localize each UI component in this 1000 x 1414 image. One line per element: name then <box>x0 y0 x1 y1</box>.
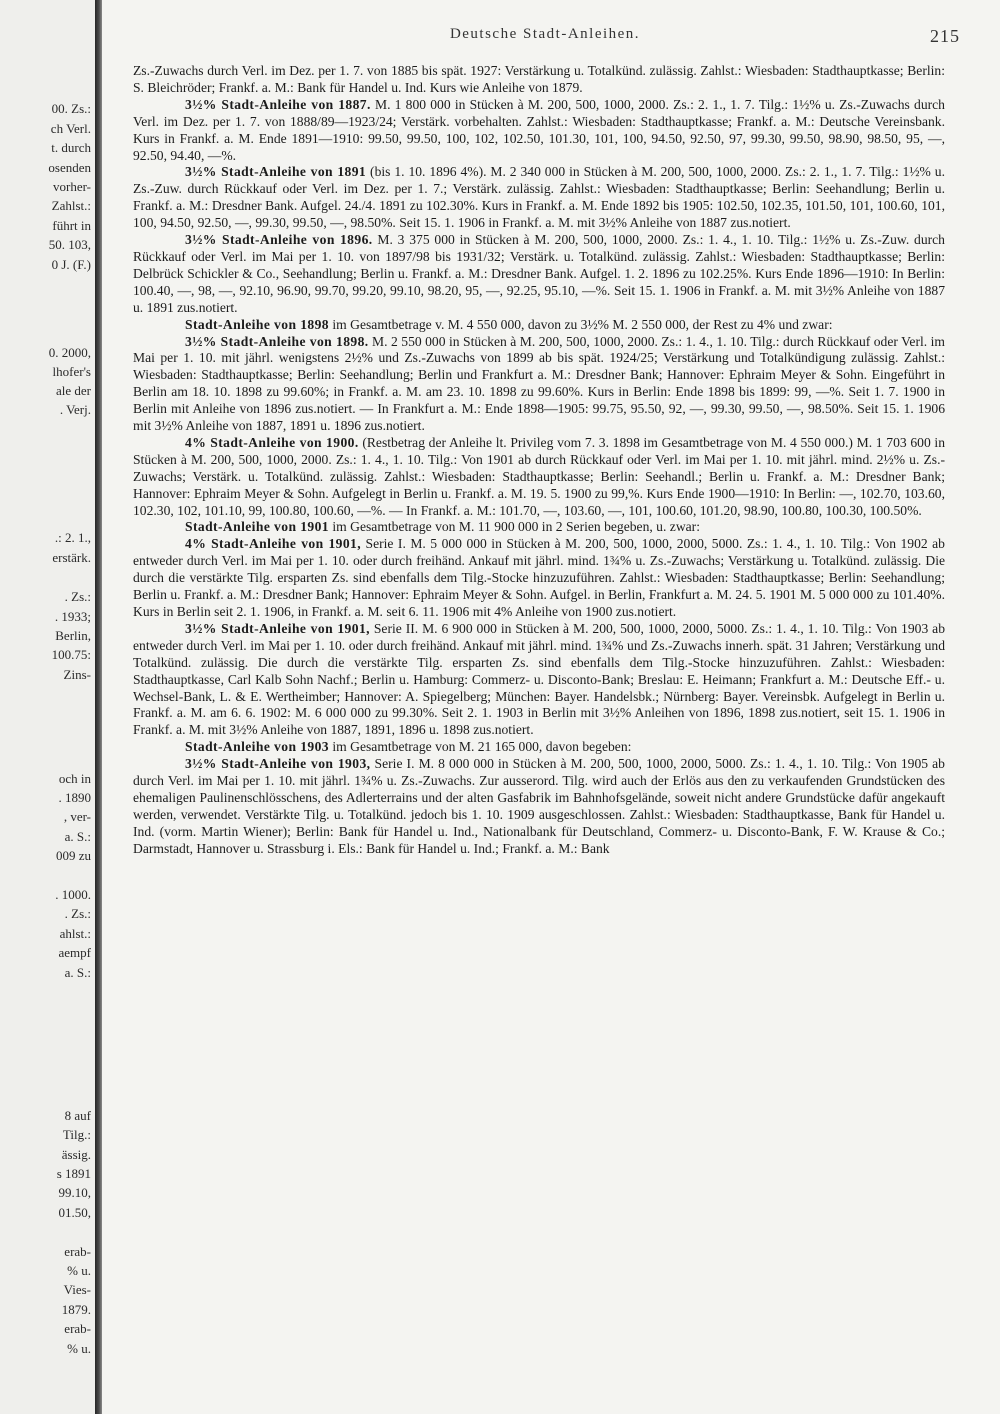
entry-text: im Gesamtbetrage von M. 21 165 000, davon begeben: <box>329 739 632 755</box>
entry-text: Serie I. M. 5 000 000 in Stücken à M. 200, 500, 1000, 2000, 5000. Zs.: 1. 4., 1. 10. Tilg.: Von 1902 ab entweder durch Verl. im Mai per 1. 10. oder durch freihänd. Ankauf mit jährl. mind. 1¾% u. Zs.-Zuwachs; Verstärkung u. Totalkünd. zulässig. Die durch die verstärkte Tilg. ersparten Zs. sind ebenfalls dem Tilg.-Stocke hinzuzuführen. Zahlst.: Wiesbaden: Stadthauptkasse; Berlin: Seehandlung; Berlin u. Frankf. a. M.: Dresdner Bank; Hannover: Ephraim Meyer & Sohn. Aufgel. in Berlin, Frankfurt a. M. 24. 5. 1901 M. 5 000 000 zu 101.40%. Kurs in Berlin seit 2. 1. 1906, in Frankf. a. M. seit 6. 11. 1906 mit 4% Anleihe von 1900 zus.notiert. <box>133 536 945 619</box>
entry-heading: 3½% Stadt-Anleihe von 1887. <box>185 96 371 112</box>
previous-page-line: führt in <box>52 218 91 233</box>
previous-page-line: . 1000. <box>55 887 91 902</box>
entry-paragraph <box>133 435 945 520</box>
previous-page-line: a. S.: <box>64 965 91 980</box>
entry-heading: Stadt-Anleihe von 1898 <box>185 316 329 332</box>
previous-page-line: % u. <box>67 1341 91 1356</box>
previous-page-line: 00. Zs.: <box>51 101 91 116</box>
entry-paragraph <box>133 164 945 232</box>
entry-heading: 3½% Stadt-Anleihe von 1898. <box>185 333 369 349</box>
previous-page-line: % u. <box>67 1263 91 1278</box>
previous-page-line: . Verj. <box>59 402 91 417</box>
entry-text: M. 3 375 000 in Stücken à M. 200, 500, 1000, 2000. Zs.: 1. 4., 1. 10. Tilg.: 1½% u. Zs.-Zuw. durch Rückkauf oder Verl. im Mai per 1. 10. von 1897/98 bis 1931/32; Verstärk. u. Totalkünd. zulässig. Zahlst.: Wiesbaden: Stadthauptkasse; Berlin: Delbrück Schickler & Co., Seehandlung; Berlin u. Frankf. a. M.: Dresdner Bank. Aufgel. 1. 2. 1896 zu 102.25%. Kurs Ende 1896—1910: In Berlin: 100.40, —, 98, —, 92.10, 96.90, 99.70, 99.20, 99.10, 98.20, 95, —, 92.25, 95.10, —%. Seit 15. 1. 1906 in Frankf. a. M. mit 3½% Anleihe von 1887 u. 1891 zus.notiert. <box>133 232 945 315</box>
previous-page-line: . 1890 <box>58 790 91 805</box>
entry-text: Serie I. M. 8 000 000 in Stücken à M. 200, 500, 1000, 2000, 5000. Zs.: 1. 4., 1. 10. Tilg.: Von 1905 ab durch Verl. im Mai per 1. 10. mit jährl. 1¾% u. Zs.-Zuwachs. Zur ausserord. Tilg. wird auch der Erlös aus den zu verkaufenden Grundstücken des ehemaligen Paulinenschlösschens, des Adlerterrains und der alten Gasfabrik im Bahnhofsgelände, soweit nicht andere Grundstücke dafür angekauft werden, verwendet. Verstärkte Tilg. u. Totalkünd. jedoch bis 1. 10. 1909 ausgeschlossen. Zahlst.: Wiesbaden: Stadthauptkasse, Bank für Handel u. Ind. (vorm. Martin Wiener); Berlin: Bank für Handel u. Ind., Nationalbank für Deutschland, Commerz- u. Disconto-Bank, F. W. Krause & Co.; Darmstadt, Hannover u. Strassburg i. Els.: Bank für Handel u. Ind.; Frankf. a. M.: Bank <box>133 756 945 856</box>
book-gutter <box>95 0 102 1414</box>
entry-paragraph <box>133 621 945 739</box>
previous-page-line: . Zs.: <box>64 906 91 921</box>
previous-page-line: 1879. <box>61 1302 91 1317</box>
entry-paragraph <box>133 756 945 857</box>
entry-paragraph <box>133 232 945 317</box>
entry-paragraph <box>133 317 945 334</box>
previous-page-line: 0. 2000, <box>48 345 91 360</box>
entry-paragraph <box>133 536 945 621</box>
previous-page-line: 50. 103, <box>48 237 91 252</box>
entry-heading: 4% Stadt-Anleihe von 1901, <box>185 536 362 552</box>
page-number: 215 <box>930 26 960 46</box>
previous-page-line: 01.50, <box>58 1205 91 1220</box>
previous-page-line: , ver- <box>63 809 91 824</box>
previous-page-line: vorher- <box>53 179 91 194</box>
entry-text: M. 2 550 000 in Stücken à M. 200, 500, 1000, 2000. Zs.: 1. 4., 1. 10. Tilg.: durch Rückkauf oder Verl. im Mai per 1. 10. mit jährl. wenigstens 2½% und Zs.-Zuwachs von 1899 ab bis spät. 1924/25; Verstärkung und Totalkündigung zulässig. Zahlst.: Wiesbaden: Stadthauptkasse; Berlin: Seehandlung; Berlin und Frankfurt a. M.: Dresdner Bank; Hannover: Ephraim Meyer & Sohn. Eingeführt in Berlin am 18. 10. 1898 zu 99.60%; in Frankf. a. M. am 23. 10. 1898 zu 99.60%. Kurs in Berlin: Ende 1898 bis 1899: 99, —%. Seit 1. 7. 1900 in Berlin mit Anleihe von 1896 zus.notiert. — In Frankfurt a. M.: Ende 1898—1905: 99.75, 95.50, 92, —, 99.30, 99.50, —, 98.50%. Seit 15. 1. 1906 mit 3½% Anleihe von 1887, 1891 u. 1896 zus.notiert. <box>133 333 945 434</box>
previous-page-line: erab- <box>64 1244 91 1259</box>
previous-page-line: 0 J. (F.) <box>51 257 91 272</box>
previous-page-line: ahlst.: <box>59 926 91 941</box>
text-column <box>133 63 945 1403</box>
previous-page-line: Berlin, <box>55 628 91 643</box>
entry-heading: Stadt-Anleihe von 1903 <box>185 739 329 755</box>
previous-page-line: ch Verl. <box>50 121 91 136</box>
previous-page-line: erab- <box>64 1321 91 1336</box>
previous-page-line: . 1933; <box>54 609 91 624</box>
previous-page-line: aempf <box>58 945 91 960</box>
entry-text: im Gesamtbetrage von M. 11 900 000 in 2 Serien begeben, u. zwar: <box>329 519 700 535</box>
entry-paragraph <box>133 63 945 97</box>
previous-page-line: Zins- <box>63 667 91 682</box>
entry-heading: 3½% Stadt-Anleihe von 1891 <box>185 164 367 180</box>
previous-page-line: erstärk. <box>52 550 91 565</box>
entry-paragraph <box>133 334 945 435</box>
page-header <box>130 26 960 50</box>
entry-text: im Gesamtbetrage v. M. 4 550 000, davon zu 3½% M. 2 550 000, der Rest zu 4% und zwar: <box>329 316 833 332</box>
entry-heading: 3½% Stadt-Anleihe von 1903, <box>185 756 371 772</box>
entry-text: M. 1 800 000 in Stücken à M. 200, 500, 1000, 2000. Zs.: 2. 1., 1. 7. Tilg.: 1½% u. Zs.-Zuwachs durch Verl. im Dez. per 1. 7. von 1888/89—1923/24; Verstärk. vorbehalten. Zahlst.: Wiesbaden: Stadthauptkasse; Frankf. a. M.: Deutsche Vereinsbank. Kurs in Frankf. a. M. Ende 1891—1910: 99.50, 99.50, 100, 102, 102.50, 101.30, 101, 100, 94.50, 92.50, 97, 99.30, 99.50, 98.90, 98.50, 95, —, 92.50, 94.40, —%. <box>133 96 945 163</box>
previous-page-line: lhofer's <box>52 364 91 379</box>
previous-page-edge <box>0 0 95 1414</box>
previous-page-line: osenden <box>48 160 91 175</box>
entry-heading: 3½% Stadt-Anleihe von 1901, <box>185 620 370 636</box>
entry-heading: Stadt-Anleihe von 1901 <box>185 519 329 535</box>
entry-paragraph <box>133 519 945 536</box>
running-title: Deutsche Stadt-Anleihen. <box>449 26 641 42</box>
previous-page-line: och in <box>58 771 91 786</box>
entry-text: (Restbetrag der Anleihe lt. Privileg vom 7. 3. 1898 im Gesamtbetrage von M. 4 550 000.) M. 1 703 600 in Stücken à M. 200, 500, 1000, 2000. Zs.: 1. 4., 1. 10. Tilg.: Von 1901 ab durch Rückkauf oder Verl. im Mai per 1. 10. mit jährl. mind. 2½% u. Zs.-Zuwachs; Verstärk. u. Totalkünd. zulässig. Zahlst.: Wiesbaden: Stadthauptkasse; Berlin: Seehandl.; Berlin u. Frankf. a. M.: Dresdner Bank; Hannover: Ephraim Meyer & Sohn. Aufgelegt in Berlin u. Frankf. a. M. 19. 5. 1900 zu 99,%. Kurs Ende 1900—1910: In Berlin: —, 102.70, 103.60, 102.30, 102, 101.10, 99, 100.80, 100.60, —%. — In Frankf. a. M.: 101.70, —, 103.60, —, 101, 100.60, 101.20, 98.90, 100.80, 100.30, 100.50%. <box>133 434 945 518</box>
entry-paragraph <box>133 97 945 165</box>
previous-page-line: 8 auf <box>64 1108 91 1123</box>
entry-text: Serie II. M. 6 900 000 in Stücken à M. 200, 500, 1000, 2000, 5000. Zs.: 1. 4., 1. 10. Tilg.: Von 1903 ab entweder durch Verl. im Mai per 1. 10. oder durch freihänd. Ankauf mit jährl. mind. 1¾% und Zs.-Zuwachs innerh. spät. 31 Jahren; Verstärkung und Totalkünd. zulässig. Die durch die verstärkte Tilg. ersparten Zs. sind ebenfalls dem Tilg.-Stocke hinzuzuführen. Zahlst.: Wiesbaden: Stadthauptkasse, Carl Kalb Sohn Nachf.; Berlin u. Hamburg: Commerz- u. Disconto-Bank; Breslau: E. Heimann; Frankfurt a. M.: Deutsche Eff.- u. Wechsel-Bank, L. & E. Wertheimber; Hannover: A. Spiegelberg; München: Bayer. Handelsbk.; Nürnberg: Bayer. Vereinsbk. Aufgelegt in Berlin u. Frankf. a. M. am 6. 6. 1902: M. 6 000 000 zu 99.30%. Seit 2. 1. 1903 in Berlin mit 3½% Anleihen von 1896, 1898 zus.notiert, seit 15. 1. 1906 in Frankf. a. M. mit 3½% Anleihe von 1887, 1891, 1896 u. 1898 zus.notiert. <box>133 620 945 738</box>
previous-page-line: 100.75: <box>51 647 91 662</box>
previous-page-line: s 1891 <box>56 1166 91 1181</box>
previous-page-line: 009 zu <box>55 848 91 863</box>
entry-heading: 4% Stadt-Anleihe von 1900. <box>185 434 359 450</box>
entry-text: (bis 1. 10. 1896 4%). M. 2 340 000 in Stücken à M. 200, 500, 1000, 2000. Zs.: 2. 1., 1. 7. Tilg.: 1½% u. Zs.-Zuw. durch Rückkauf oder Verl. im Dez. per 1. 7.; Verstärk. zulässig. Zahlst.: Wiesbaden: Stadthauptkasse; Berlin: Seehandlung; Berlin u. Frankf. a. M.: Dresdner Bank. Aufgel. 24./4. 1891 zu 102.30%. Kurs in Frankf. a. M. Ende 1892 bis 1905: 102.50, 102.35, 101.50, 101, 100.60, 101, 100, 94.50, 92.50, —, 99.30, 99.50, —, 98.50%. Seit 15. 1. 1906 in Frankf. a. M. mit 3½% Anleihe von 1887 zus.notiert. <box>133 164 945 231</box>
previous-page-line: ässig. <box>61 1147 91 1162</box>
entry-paragraph <box>133 739 945 756</box>
previous-page-line: t. durch <box>51 140 91 155</box>
entry-text: Zs.-Zuwachs durch Verl. im Dez. per 1. 7. von 1885 bis spät. 1927: Verstärkung u. Totalkünd. zulässig. Zahlst.: Wiesbaden: Stadthauptkasse; Berlin: S. Bleichröder; Frankf. a. M.: Bank für Handel u. Ind. Kurs wie Anleihe von 1879. <box>133 63 945 95</box>
entry-heading: 3½% Stadt-Anleihe von 1896. <box>185 232 373 248</box>
previous-page-line: .: 2. 1., <box>54 530 91 545</box>
previous-page-line: a. S.: <box>64 829 91 844</box>
previous-page-line: ale der <box>55 383 91 398</box>
previous-page-line: Zahlst.: <box>51 198 91 213</box>
previous-page-line: Vies- <box>63 1282 91 1297</box>
previous-page-line: 99.10, <box>58 1185 91 1200</box>
previous-page-line: . Zs.: <box>64 589 91 604</box>
previous-page-line: Tilg.: <box>62 1127 91 1142</box>
